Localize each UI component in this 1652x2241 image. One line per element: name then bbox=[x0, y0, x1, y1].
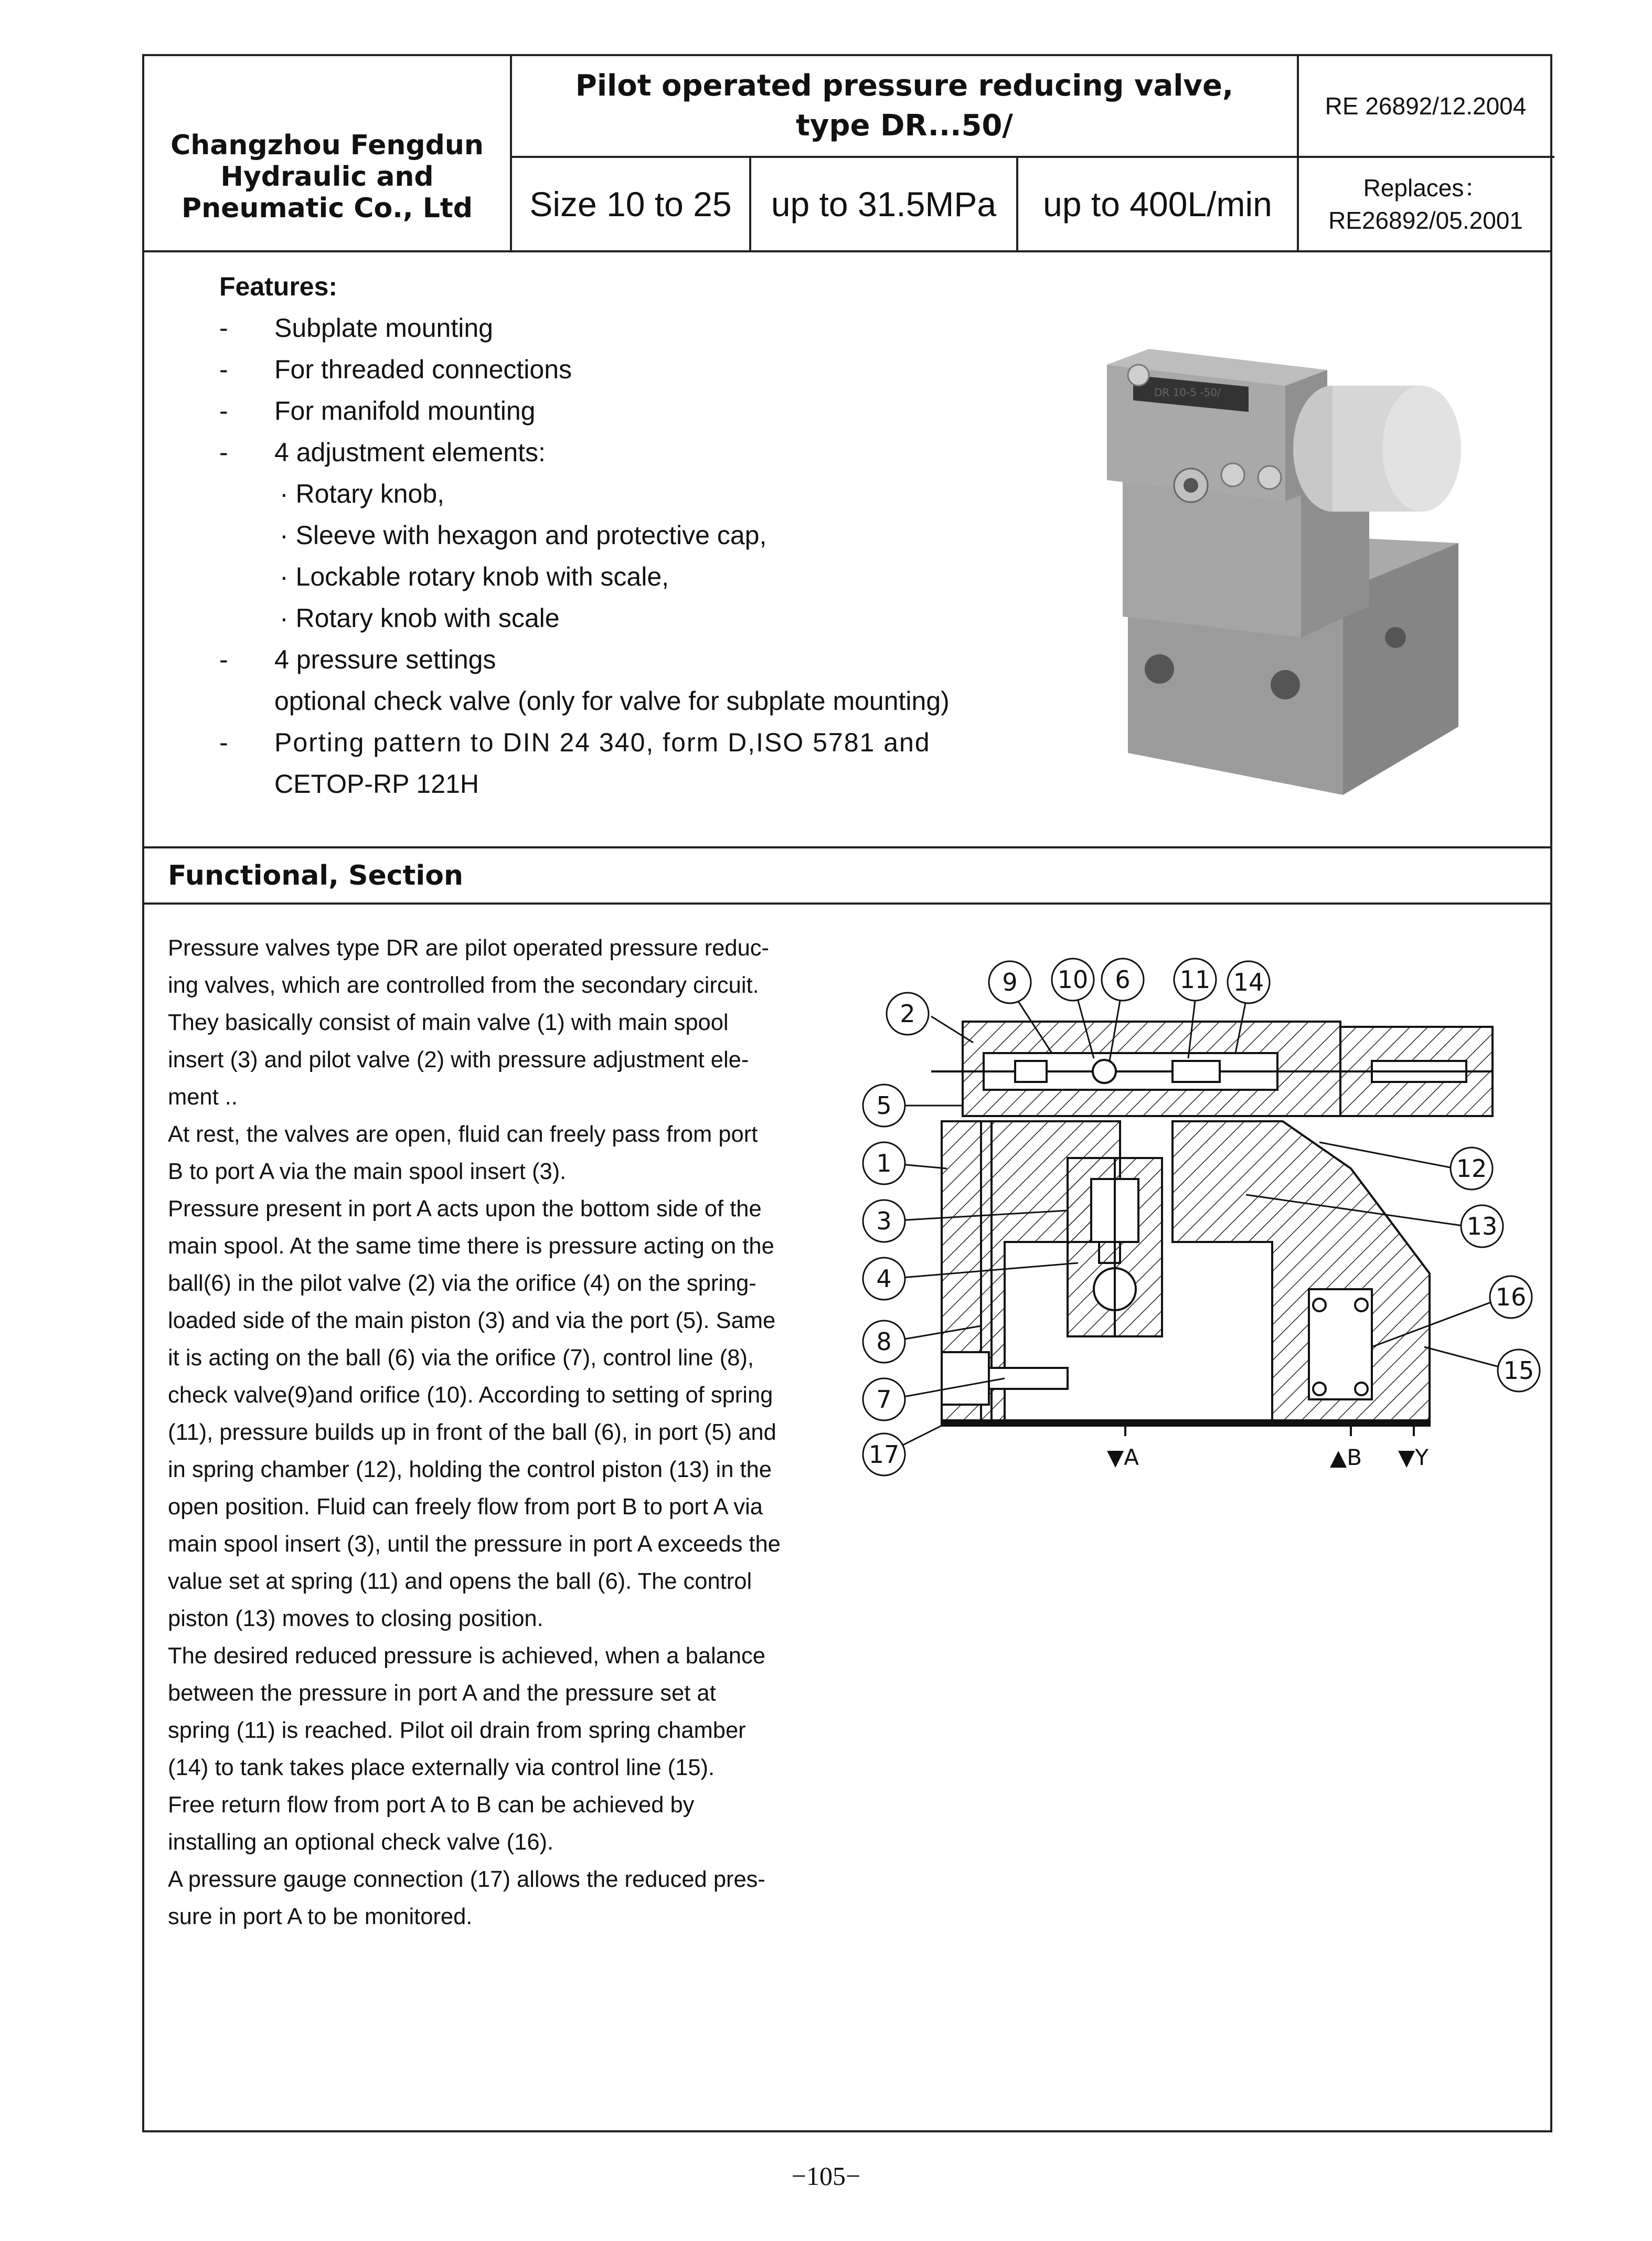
svg-text:12: 12 bbox=[1456, 1154, 1487, 1183]
port-b-label: ▲B bbox=[1330, 1445, 1362, 1470]
bullet-dash: - bbox=[219, 396, 228, 426]
company-name bbox=[144, 56, 510, 250]
text-line: Pressure valves type DR are pilot operated pressure reduc- bbox=[168, 936, 770, 961]
feature-item bbox=[219, 307, 950, 349]
text-line: A pressure gauge connection (17) allows the reduced pres- bbox=[168, 1867, 765, 1892]
text-line: open position. Fluid can freely flow from port B to port A via bbox=[168, 1494, 763, 1520]
header-table bbox=[144, 56, 1550, 252]
callout-16 bbox=[1490, 1276, 1532, 1318]
pressure-cell: up to 31.5MPa bbox=[771, 185, 997, 224]
size-cell: Size 10 to 25 bbox=[529, 185, 732, 224]
svg-text:13: 13 bbox=[1466, 1212, 1498, 1240]
callout-17 bbox=[863, 1433, 905, 1475]
port-y-label: ▼Y bbox=[1398, 1445, 1429, 1470]
svg-text:4: 4 bbox=[876, 1265, 892, 1293]
feature-text: Porting pattern to DIN 24 340, form D,ISO 5781 and bbox=[274, 728, 931, 757]
feature-item bbox=[219, 639, 950, 681]
check-valve-note: optional check valve (only for valve for subplate mounting) bbox=[274, 686, 950, 716]
svg-text:6: 6 bbox=[1115, 965, 1131, 994]
adjustment-element: · Sleeve with hexagon and protective cap, bbox=[280, 521, 767, 550]
svg-text:DR 10-5 -50/: DR 10-5 -50/ bbox=[1154, 386, 1221, 399]
adjustment-element: · Rotary knob with scale bbox=[280, 603, 560, 633]
svg-text:8: 8 bbox=[876, 1327, 892, 1356]
features-title: Features: bbox=[219, 272, 338, 301]
svg-text:2: 2 bbox=[900, 1000, 915, 1028]
text-line: main spool insert (3), until the pressure in port A exceeds the bbox=[168, 1532, 781, 1557]
port-a-label: ▼A bbox=[1107, 1445, 1139, 1470]
document-number: RE 26892/12.2004 bbox=[1325, 92, 1527, 120]
feature-item bbox=[219, 722, 950, 763]
bullet-dash: - bbox=[219, 355, 228, 384]
bullet-dash: - bbox=[219, 645, 228, 674]
svg-text:7: 7 bbox=[876, 1385, 892, 1414]
feature-text: For threaded connections bbox=[274, 355, 572, 384]
svg-text:16: 16 bbox=[1495, 1283, 1527, 1311]
feature-text: 4 pressure settings bbox=[274, 645, 496, 674]
text-line: it is acting on the ball (6) via the orifice (7), control line (8), bbox=[168, 1345, 754, 1371]
adjustment-element: · Rotary knob, bbox=[280, 479, 445, 508]
text-line: ball(6) in the pilot valve (2) via the orifice (4) on the spring- bbox=[168, 1271, 756, 1296]
replaces-cell bbox=[1299, 158, 1552, 250]
valve-product-image bbox=[1060, 344, 1574, 826]
feature-text: For manifold mounting bbox=[274, 396, 536, 426]
svg-text:17: 17 bbox=[868, 1440, 900, 1469]
page-number: −105− bbox=[791, 2161, 861, 2191]
feature-text: 4 adjustment elements: bbox=[274, 438, 546, 467]
svg-text:11: 11 bbox=[1179, 965, 1211, 994]
svg-text:1: 1 bbox=[876, 1149, 892, 1177]
feature-item bbox=[219, 349, 950, 390]
text-line: Free return flow from port A to B can be achieved by bbox=[168, 1792, 695, 1818]
callout-2 bbox=[887, 993, 929, 1035]
text-line: Pressure present in port A acts upon the bottom side of the bbox=[168, 1196, 762, 1222]
functional-description bbox=[168, 930, 809, 1936]
svg-text:9: 9 bbox=[1002, 968, 1018, 996]
feature-item bbox=[219, 390, 950, 432]
text-line: ing valves, which are controlled from the secondary circuit. bbox=[168, 973, 759, 998]
text-line: piston (13) moves to closing position. bbox=[168, 1606, 543, 1631]
section-header: Functional, Section bbox=[144, 846, 1550, 905]
bullet-dash: - bbox=[219, 438, 228, 467]
company-line-1: Changzhou Fengdun bbox=[170, 130, 484, 161]
features-list bbox=[219, 266, 950, 805]
svg-text:5: 5 bbox=[876, 1091, 892, 1120]
replaces-value: RE26892/05.2001 bbox=[1328, 207, 1523, 234]
bullet-dash: - bbox=[219, 728, 229, 757]
text-line: ment .. bbox=[168, 1085, 238, 1110]
title-line-2: type DR...50/ bbox=[796, 109, 1013, 143]
text-line: The desired reduced pressure is achieved, when a balance bbox=[168, 1643, 765, 1669]
title-line-1: Pilot operated pressure reducing valve, bbox=[575, 69, 1234, 103]
callout-14 bbox=[1228, 961, 1270, 1003]
text-line: loaded side of the main piston (3) and via the port (5). Same bbox=[168, 1308, 776, 1333]
text-line: They basically consist of main valve (1) with main spool bbox=[168, 1010, 729, 1035]
svg-text:15: 15 bbox=[1503, 1356, 1534, 1385]
callout-4 bbox=[863, 1258, 905, 1300]
feature-item bbox=[219, 432, 950, 473]
callout-3 bbox=[863, 1200, 905, 1242]
porting-line-2: CETOP-RP 121H bbox=[274, 769, 479, 799]
text-line: main spool. At the same time there is pressure acting on the bbox=[168, 1234, 774, 1259]
text-line: sure in port A to be monitored. bbox=[168, 1904, 473, 1929]
bullet-dash: - bbox=[219, 313, 228, 343]
company-line-3: Pneumatic Co., Ltd bbox=[181, 193, 473, 224]
callout-1 bbox=[863, 1142, 905, 1184]
callout-13 bbox=[1461, 1205, 1503, 1247]
text-line: (14) to tank takes place externally via control line (15). bbox=[168, 1755, 715, 1780]
callout-10 bbox=[1052, 959, 1094, 1001]
callout-8 bbox=[863, 1321, 905, 1363]
callout-7 bbox=[863, 1378, 905, 1420]
text-line: between the pressure in port A and the pressure set at bbox=[168, 1681, 716, 1706]
text-line: (11), pressure builds up in front of the ball (6), in port (5) and bbox=[168, 1420, 776, 1445]
text-line: value set at spring (11) and opens the ball (6). The control bbox=[168, 1569, 752, 1594]
text-line: check valve(9)and orifice (10). According to setting of spring bbox=[168, 1383, 773, 1408]
callout-9 bbox=[989, 961, 1031, 1003]
callout-6 bbox=[1102, 959, 1144, 1001]
callout-11 bbox=[1174, 959, 1216, 1001]
svg-text:10: 10 bbox=[1057, 965, 1089, 994]
section-diagram bbox=[847, 948, 1545, 1641]
text-line: At rest, the valves are open, fluid can freely pass from port bbox=[168, 1122, 758, 1147]
page-frame bbox=[142, 54, 1552, 2132]
svg-text:3: 3 bbox=[876, 1207, 892, 1235]
document-title bbox=[512, 56, 1297, 156]
callout-5 bbox=[863, 1085, 905, 1127]
replaces-label: Replaces： bbox=[1363, 174, 1488, 201]
adjustment-element: · Lockable rotary knob with scale, bbox=[280, 562, 669, 591]
callout-15 bbox=[1498, 1350, 1540, 1392]
text-line: spring (11) is reached. Pilot oil drain from spring chamber bbox=[168, 1718, 746, 1743]
text-line: B to port A via the main spool insert (3). bbox=[168, 1159, 567, 1184]
feature-text: Subplate mounting bbox=[274, 313, 493, 343]
text-line: in spring chamber (12), holding the control piston (13) in the bbox=[168, 1457, 772, 1482]
flow-cell: up to 400L/min bbox=[1043, 185, 1272, 224]
text-line: installing an optional check valve (16). bbox=[168, 1830, 554, 1855]
company-line-2: Hydraulic and bbox=[220, 161, 434, 193]
svg-text:14: 14 bbox=[1233, 968, 1264, 996]
callout-12 bbox=[1451, 1148, 1493, 1189]
text-line: insert (3) and pilot valve (2) with pressure adjustment ele- bbox=[168, 1047, 749, 1072]
